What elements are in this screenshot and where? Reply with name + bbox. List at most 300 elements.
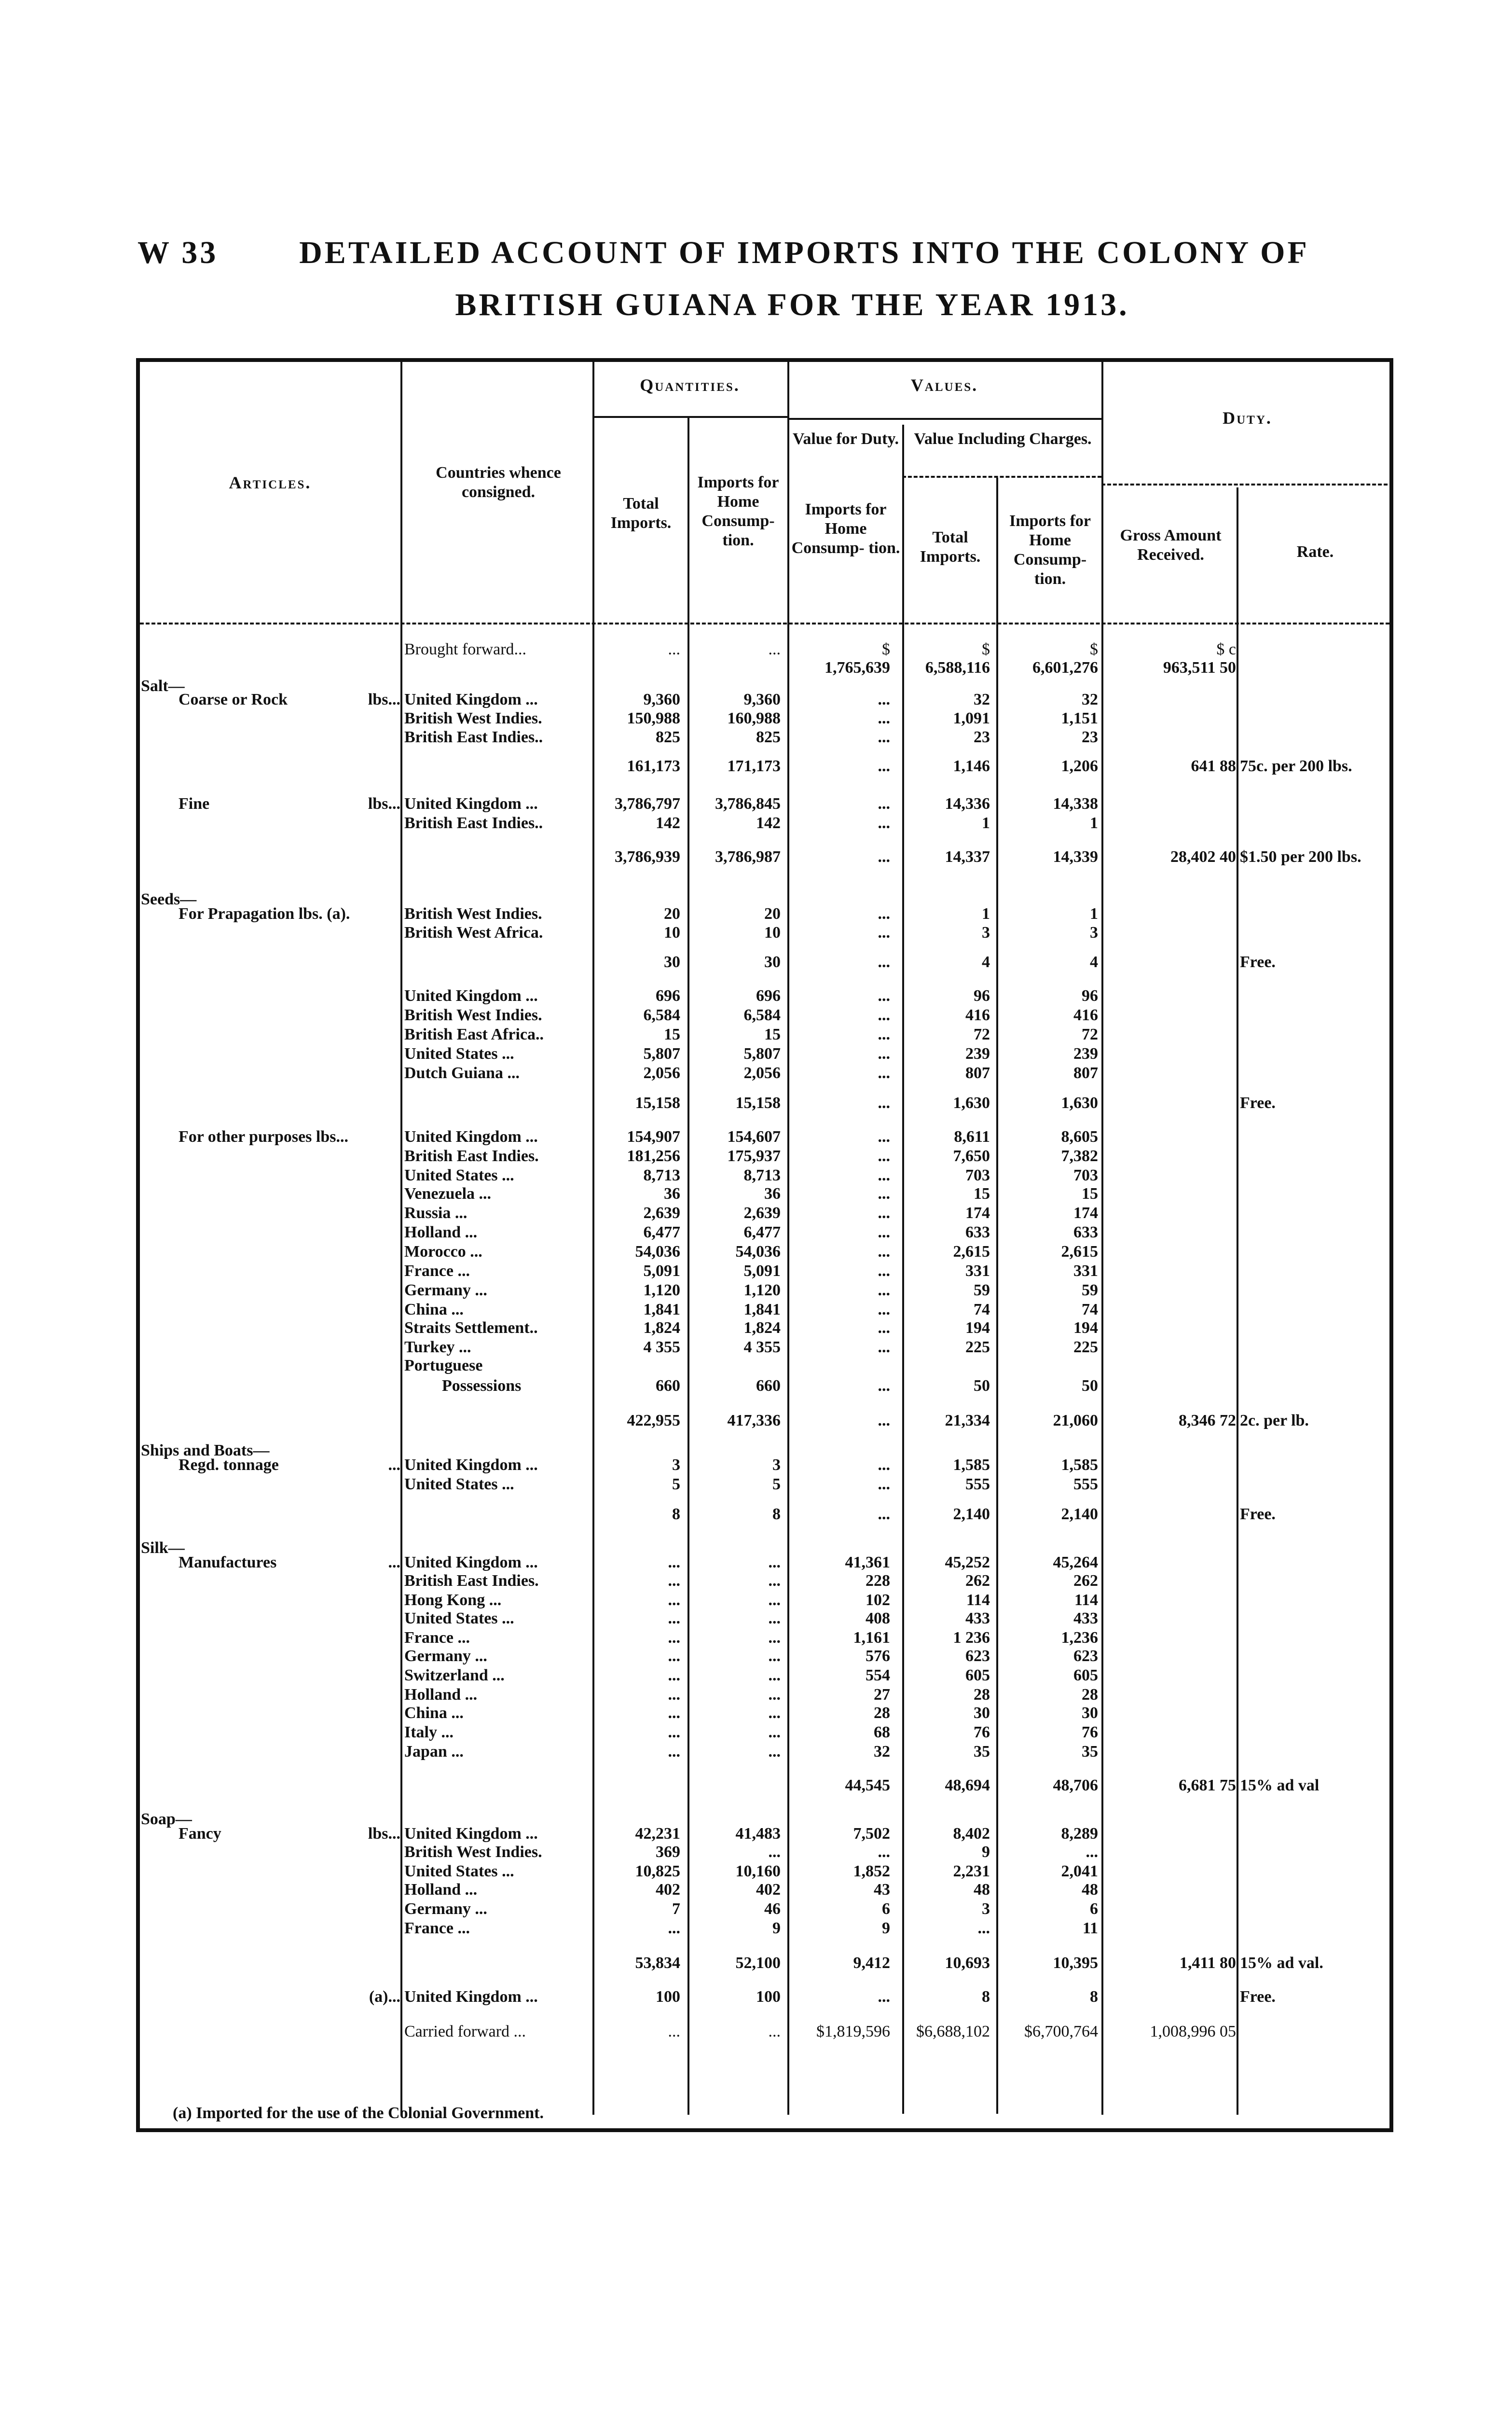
cell-total-imports-qty: 3,786,797 bbox=[615, 795, 680, 813]
cell-value-for-duty: 6 bbox=[882, 1900, 890, 1918]
cell-home-consumption-value: 14,338 bbox=[1053, 795, 1098, 813]
cell-total-imports-qty: 3 bbox=[672, 1456, 680, 1474]
cell-home-consumption-qty: 20 bbox=[764, 905, 781, 923]
cell-total-imports-qty: ... bbox=[668, 2023, 680, 2040]
cell-country: United Kingdom ... bbox=[404, 1825, 538, 1843]
cell-home-consumption-value: 1,585 bbox=[1061, 1456, 1098, 1474]
cell-country: Brought forward... bbox=[404, 640, 527, 658]
table-row bbox=[0, 1318, 1512, 1337]
cell-total-imports-qty: ... bbox=[668, 1704, 680, 1722]
cell-total-imports-value: 23 bbox=[974, 728, 990, 746]
cell-duty-rate: 15% ad val. bbox=[1240, 1954, 1323, 1972]
cell-duty-rate: 15% ad val bbox=[1240, 1776, 1320, 1794]
cell-home-consumption-value: 45,264 bbox=[1053, 1553, 1098, 1571]
table-row bbox=[0, 658, 1512, 677]
cell-home-consumption-value: 3 bbox=[1090, 924, 1098, 942]
cell-total-imports-value: 807 bbox=[965, 1064, 990, 1082]
table-row bbox=[0, 2022, 1512, 2043]
cell-value-for-duty: ... bbox=[878, 1843, 890, 1861]
table-row bbox=[0, 709, 1512, 728]
cell-country: British West Indies. bbox=[404, 709, 542, 727]
cell-home-consumption-value: 633 bbox=[1073, 1223, 1098, 1241]
cell-country: Japan ... bbox=[404, 1743, 464, 1761]
cell-home-consumption-qty: ... bbox=[768, 1686, 781, 1704]
cell-total-imports-value: 15 bbox=[974, 1185, 990, 1203]
cell-article: Coarse or Rock bbox=[179, 691, 288, 708]
cell-value-for-duty: 68 bbox=[874, 1723, 890, 1741]
table-row bbox=[0, 904, 1512, 923]
cell-total-imports-value: 1,146 bbox=[953, 757, 990, 775]
table-row bbox=[0, 1723, 1512, 1742]
cell-home-consumption-value: 8,605 bbox=[1061, 1128, 1098, 1146]
cell-total-imports-qty: 10,825 bbox=[635, 1862, 680, 1880]
cell-country: Holland ... bbox=[404, 1686, 478, 1704]
table-row bbox=[0, 1824, 1512, 1843]
cell-home-consumption-qty: 2,639 bbox=[743, 1204, 781, 1222]
cell-value-for-duty: 1,765,639 bbox=[825, 659, 890, 677]
cell-home-consumption-value: 15 bbox=[1082, 1185, 1098, 1203]
cell-total-imports-qty: 9,360 bbox=[643, 691, 680, 708]
cell-home-consumption-value: 48,706 bbox=[1053, 1776, 1098, 1794]
header-value-for-duty: Value for Duty. bbox=[792, 430, 899, 448]
cell-total-imports-value: 8,611 bbox=[954, 1128, 990, 1146]
cell-total-imports-value: 21,334 bbox=[945, 1412, 990, 1429]
cell-total-imports-value: 225 bbox=[965, 1338, 990, 1356]
cell-total-imports-qty: 1,120 bbox=[643, 1281, 680, 1299]
cell-home-consumption-qty: ... bbox=[768, 1666, 781, 1684]
cell-value-for-duty: ... bbox=[878, 1412, 890, 1429]
table-row bbox=[0, 1704, 1512, 1722]
table-row bbox=[0, 1006, 1512, 1025]
cell-total-imports-value: ... bbox=[977, 1919, 990, 1937]
cell-value-for-duty: ... bbox=[878, 1338, 890, 1356]
cell-country: United Kingdom ... bbox=[404, 795, 538, 813]
cell-home-consumption-qty: 54,036 bbox=[735, 1243, 781, 1261]
table-row bbox=[0, 1571, 1512, 1590]
cell-total-imports-qty: 15,158 bbox=[635, 1094, 680, 1112]
cell-home-consumption-qty: 9 bbox=[772, 1919, 781, 1937]
cell-value-for-duty: ... bbox=[878, 1319, 890, 1337]
cell-home-consumption-value: 331 bbox=[1073, 1262, 1098, 1280]
header-articles: Articles. bbox=[229, 473, 312, 492]
table-row bbox=[0, 1147, 1512, 1165]
cell-home-consumption-qty: 160,988 bbox=[727, 709, 781, 727]
header-duty: Duty. bbox=[1223, 408, 1272, 428]
page-title bbox=[0, 227, 1512, 331]
cell-home-consumption-qty: ... bbox=[768, 1723, 781, 1741]
table-row bbox=[0, 1505, 1512, 1526]
cell-home-consumption-qty: 2,056 bbox=[743, 1064, 781, 1082]
cell-total-imports-qty: ... bbox=[668, 1591, 680, 1609]
cell-total-imports-value: 45,252 bbox=[945, 1553, 990, 1571]
cell-home-consumption-qty: 175,937 bbox=[727, 1147, 781, 1165]
cell-country: Italy ... bbox=[404, 1723, 454, 1741]
cell-home-consumption-qty: 171,173 bbox=[727, 757, 781, 775]
table-row bbox=[0, 757, 1512, 778]
cell-home-consumption-value: 14,339 bbox=[1053, 848, 1098, 866]
cell-value-for-duty: ... bbox=[878, 1185, 890, 1203]
cell-country: France ... bbox=[404, 1262, 470, 1280]
cell-total-imports-qty: 42,231 bbox=[635, 1825, 680, 1843]
cell-home-consumption-value: 11 bbox=[1082, 1919, 1098, 1937]
cell-total-imports-value: 2,140 bbox=[953, 1505, 990, 1523]
cell-article: For Prapagation lbs. (a). bbox=[179, 905, 350, 923]
cell-home-consumption-value: 35 bbox=[1082, 1743, 1098, 1761]
table-row bbox=[0, 1166, 1512, 1185]
cell-total-imports-value: 6,588,116 bbox=[925, 659, 990, 677]
footnote: (a) Imported for the use of the Colonial Government. bbox=[173, 2104, 544, 2122]
table-row bbox=[0, 847, 1512, 869]
cell-country: United Kingdom ... bbox=[404, 1456, 538, 1474]
cell-unit: ... bbox=[388, 1456, 400, 1474]
cell-value-for-duty: ... bbox=[878, 1223, 890, 1241]
cell-value-for-duty: 27 bbox=[874, 1686, 890, 1704]
cell-total-imports-value: 48 bbox=[974, 1881, 990, 1899]
cell-country: United Kingdom ... bbox=[404, 987, 538, 1005]
cell-country: Holland ... bbox=[404, 1881, 478, 1899]
cell-home-consumption-qty: ... bbox=[768, 1843, 781, 1861]
cell-total-imports-value: 2,615 bbox=[953, 1243, 990, 1261]
cell-total-imports-qty: 4 355 bbox=[643, 1338, 680, 1356]
cell-home-consumption-qty: ... bbox=[768, 640, 781, 658]
table-row bbox=[0, 1862, 1512, 1881]
cell-value-for-duty: ... bbox=[878, 1456, 890, 1474]
cell-home-consumption-qty: 5 bbox=[772, 1475, 781, 1493]
cell-home-consumption-qty: 41,483 bbox=[735, 1825, 781, 1843]
cell-home-consumption-qty: ... bbox=[768, 1553, 781, 1571]
cell-home-consumption-qty: 154,607 bbox=[727, 1128, 781, 1146]
table-row bbox=[0, 1954, 1512, 1975]
cell-country: British West Indies. bbox=[404, 1006, 542, 1024]
table-row bbox=[0, 1338, 1512, 1357]
cell-home-consumption-value: $6,700,764 bbox=[1024, 2023, 1098, 2040]
page-code: W 33 bbox=[137, 235, 219, 270]
cell-duty-rate: 75c. per 200 lbs. bbox=[1240, 757, 1352, 775]
cell-value-for-duty: ... bbox=[878, 1166, 890, 1184]
cell-home-consumption-value: 1 bbox=[1090, 814, 1098, 832]
cell-total-imports-qty: 5,807 bbox=[643, 1045, 680, 1063]
cell-country: British West Indies. bbox=[404, 1843, 542, 1861]
table-row bbox=[0, 1666, 1512, 1685]
cell-country: British West Africa. bbox=[404, 924, 543, 942]
cell-article: Silk— bbox=[141, 1539, 185, 1557]
cell-home-consumption-value: 21,060 bbox=[1053, 1412, 1098, 1429]
cell-total-imports-value: 76 bbox=[974, 1723, 990, 1741]
cell-home-consumption-value: 96 bbox=[1082, 987, 1098, 1005]
cell-home-consumption-value: $ bbox=[1090, 640, 1098, 658]
table-row bbox=[0, 794, 1512, 813]
cell-total-imports-value: 8 bbox=[982, 1988, 990, 2006]
cell-total-imports-qty: ... bbox=[668, 1919, 680, 1937]
cell-home-consumption-value: 555 bbox=[1073, 1475, 1098, 1493]
header-total-imports-val: Total Imports. bbox=[920, 528, 981, 566]
cell-gross-amount: 1,008,996 05 bbox=[1150, 2023, 1236, 2040]
cell-unit: lbs... bbox=[368, 1825, 400, 1843]
cell-duty-rate: Free. bbox=[1240, 1505, 1276, 1523]
cell-value-for-duty: ... bbox=[878, 848, 890, 866]
cell-home-consumption-value: 76 bbox=[1082, 1723, 1098, 1741]
table-row bbox=[0, 923, 1512, 942]
cell-home-consumption-qty: 15,158 bbox=[735, 1094, 781, 1112]
cell-total-imports-value: 114 bbox=[966, 1591, 990, 1609]
table-row bbox=[0, 1300, 1512, 1319]
cell-country: Carried forward ... bbox=[404, 2023, 526, 2040]
cell-total-imports-qty: 54,036 bbox=[635, 1243, 680, 1261]
cell-value-for-duty: ... bbox=[878, 1475, 890, 1493]
cell-article: For other purposes lbs... bbox=[179, 1128, 349, 1146]
table-row bbox=[0, 1242, 1512, 1261]
cell-value-for-duty: ... bbox=[878, 1988, 890, 2006]
cell-total-imports-value: 14,336 bbox=[945, 795, 990, 813]
cell-total-imports-value: 1,630 bbox=[953, 1094, 990, 1112]
cell-value-for-duty: ... bbox=[878, 814, 890, 832]
table-row bbox=[0, 1475, 1512, 1494]
cell-country: United Kingdom ... bbox=[404, 691, 538, 708]
table-row bbox=[0, 1356, 1512, 1375]
cell-country: British West Indies. bbox=[404, 905, 542, 923]
cell-home-consumption-qty: ... bbox=[768, 1647, 781, 1665]
cell-total-imports-qty: ... bbox=[668, 1609, 680, 1627]
cell-value-for-duty: 44,545 bbox=[845, 1776, 890, 1794]
cell-home-consumption-qty: ... bbox=[768, 1629, 781, 1647]
cell-home-consumption-value: 1,236 bbox=[1061, 1629, 1098, 1647]
cell-home-consumption-qty: 1,841 bbox=[743, 1301, 781, 1318]
cell-home-consumption-value: 59 bbox=[1082, 1281, 1098, 1299]
cell-total-imports-qty: 6,584 bbox=[643, 1006, 680, 1024]
cell-value-for-duty: ... bbox=[878, 987, 890, 1005]
cell-home-consumption-value: 194 bbox=[1073, 1319, 1098, 1337]
cell-home-consumption-qty: 3,786,845 bbox=[715, 795, 781, 813]
cell-home-consumption-value: 174 bbox=[1073, 1204, 1098, 1222]
cell-value-for-duty: ... bbox=[878, 1147, 890, 1165]
title-line-2: BRITISH GUIANA FOR THE YEAR 1913. bbox=[455, 287, 1129, 322]
cell-total-imports-value: 194 bbox=[965, 1319, 990, 1337]
cell-home-consumption-value: ... bbox=[1086, 1843, 1098, 1861]
cell-home-consumption-qty: ... bbox=[768, 1572, 781, 1590]
cell-total-imports-qty: 6,477 bbox=[643, 1223, 680, 1241]
table-row bbox=[0, 986, 1512, 1005]
table-row bbox=[0, 1987, 1512, 2009]
cell-home-consumption-qty: 15 bbox=[764, 1026, 781, 1043]
cell-total-imports-qty: ... bbox=[668, 1666, 680, 1684]
cell-total-imports-value: 3 bbox=[982, 924, 990, 942]
cell-country: Holland ... bbox=[404, 1223, 478, 1241]
cell-home-consumption-value: 2,041 bbox=[1061, 1862, 1098, 1880]
cell-home-consumption-value: 7,382 bbox=[1061, 1147, 1098, 1165]
cell-total-imports-value: 74 bbox=[974, 1301, 990, 1318]
cell-total-imports-qty: 1,841 bbox=[643, 1301, 680, 1318]
cell-home-consumption-qty: 100 bbox=[756, 1988, 781, 2006]
cell-gross-amount: 8,346 72 bbox=[1179, 1412, 1236, 1429]
cell-country: United States ... bbox=[404, 1045, 514, 1063]
cell-unit: lbs... bbox=[368, 691, 400, 708]
cell-total-imports-qty: ... bbox=[668, 1647, 680, 1665]
cell-home-consumption-value: 4 bbox=[1090, 953, 1098, 971]
cell-value-for-duty: $ bbox=[882, 640, 890, 658]
table-row bbox=[0, 953, 1512, 974]
cell-country: United Kingdom ... bbox=[404, 1128, 538, 1146]
cell-home-consumption-value: 50 bbox=[1082, 1377, 1098, 1395]
cell-value-for-duty: ... bbox=[878, 1243, 890, 1261]
cell-duty-rate: Free. bbox=[1240, 953, 1276, 971]
cell-total-imports-value: 633 bbox=[965, 1223, 990, 1241]
cell-total-imports-value: 14,337 bbox=[945, 848, 990, 866]
cell-home-consumption-value: 48 bbox=[1082, 1881, 1098, 1899]
cell-total-imports-qty: ... bbox=[668, 1629, 680, 1647]
cell-home-consumption-qty: 4 355 bbox=[743, 1338, 781, 1356]
cell-country: Russia ... bbox=[404, 1204, 467, 1222]
cell-country: United States ... bbox=[404, 1862, 514, 1880]
header-values: Values. bbox=[910, 375, 978, 395]
cell-home-consumption-value: 416 bbox=[1073, 1006, 1098, 1024]
cell-total-imports-qty: 660 bbox=[656, 1377, 680, 1395]
cell-value-for-duty: ... bbox=[878, 728, 890, 746]
cell-value-for-duty: ... bbox=[878, 1281, 890, 1299]
cell-home-consumption-qty: 46 bbox=[764, 1900, 781, 1918]
table-row bbox=[0, 1843, 1512, 1861]
cell-value-for-duty: ... bbox=[878, 1094, 890, 1112]
cell-country: Switzerland ... bbox=[404, 1666, 505, 1684]
cell-total-imports-qty: 3,786,939 bbox=[615, 848, 680, 866]
cell-home-consumption-value: 623 bbox=[1073, 1647, 1098, 1665]
cell-total-imports-qty: 8,713 bbox=[643, 1166, 680, 1184]
cell-total-imports-qty: ... bbox=[668, 1723, 680, 1741]
cell-home-consumption-value: 2,140 bbox=[1061, 1505, 1098, 1523]
cell-duty-rate: 2c. per lb. bbox=[1240, 1412, 1309, 1429]
cell-total-imports-value: 331 bbox=[965, 1262, 990, 1280]
cell-total-imports-qty: 5,091 bbox=[643, 1262, 680, 1280]
cell-home-consumption-qty: 9,360 bbox=[743, 691, 781, 708]
cell-home-consumption-qty: 10,160 bbox=[735, 1862, 781, 1880]
cell-total-imports-qty: 5 bbox=[672, 1475, 680, 1493]
table-row bbox=[0, 1281, 1512, 1300]
cell-total-imports-qty: 15 bbox=[664, 1026, 680, 1043]
cell-total-imports-value: 8,402 bbox=[953, 1825, 990, 1843]
cell-value-for-duty: ... bbox=[878, 1045, 890, 1063]
cell-home-consumption-value: 2,615 bbox=[1061, 1243, 1098, 1261]
cell-total-imports-value: 1 bbox=[982, 905, 990, 923]
table-row bbox=[0, 1223, 1512, 1242]
table-row bbox=[0, 690, 1512, 709]
cell-value-for-duty: 554 bbox=[866, 1666, 890, 1684]
cell-home-consumption-value: 262 bbox=[1073, 1572, 1098, 1590]
table-row bbox=[0, 1127, 1512, 1146]
cell-value-for-duty: 1,852 bbox=[853, 1862, 890, 1880]
cell-home-consumption-qty: 6,584 bbox=[743, 1006, 781, 1024]
cell-country: United States ... bbox=[404, 1475, 514, 1493]
cell-total-imports-qty: 53,834 bbox=[635, 1954, 680, 1972]
cell-total-imports-value: 623 bbox=[965, 1647, 990, 1665]
cell-value-for-duty: ... bbox=[878, 1006, 890, 1024]
cell-total-imports-value: $6,688,102 bbox=[916, 2023, 990, 2040]
cell-home-consumption-qty: 1,824 bbox=[743, 1319, 781, 1337]
cell-total-imports-qty: 1,824 bbox=[643, 1319, 680, 1337]
table-row bbox=[0, 1064, 1512, 1082]
cell-country: Hong Kong ... bbox=[404, 1591, 502, 1609]
cell-home-consumption-value: 72 bbox=[1082, 1026, 1098, 1043]
table-row bbox=[0, 1204, 1512, 1222]
cell-total-imports-value: 48,694 bbox=[945, 1776, 990, 1794]
cell-home-consumption-value: 28 bbox=[1082, 1686, 1098, 1704]
cell-home-consumption-qty: 5,091 bbox=[743, 1262, 781, 1280]
cell-total-imports-value: 30 bbox=[974, 1704, 990, 1722]
cell-gross-amount: 6,681 75 bbox=[1179, 1776, 1236, 1794]
cell-unit: (a)... bbox=[369, 1988, 400, 2006]
cell-total-imports-value: 174 bbox=[965, 1204, 990, 1222]
cell-home-consumption-value: 1 bbox=[1090, 905, 1098, 923]
cell-country: China ... bbox=[404, 1704, 464, 1722]
cell-home-consumption-value: 114 bbox=[1074, 1591, 1098, 1609]
cell-total-imports-qty: 154,907 bbox=[627, 1128, 680, 1146]
table-row bbox=[0, 1262, 1512, 1280]
cell-value-for-duty: 28 bbox=[874, 1704, 890, 1722]
cell-home-consumption-qty: 3,786,987 bbox=[715, 848, 781, 866]
cell-value-for-duty: 408 bbox=[866, 1609, 890, 1627]
cell-total-imports-value: 605 bbox=[965, 1666, 990, 1684]
cell-value-for-duty: 102 bbox=[866, 1591, 890, 1609]
cell-country: British East Indies.. bbox=[404, 728, 543, 746]
cell-country: United States ... bbox=[404, 1609, 514, 1627]
cell-value-for-duty: ... bbox=[878, 1301, 890, 1318]
table-row bbox=[0, 1411, 1512, 1432]
table-row bbox=[0, 1044, 1512, 1063]
cell-total-imports-value: 239 bbox=[965, 1045, 990, 1063]
cell-country: Venezuela ... bbox=[404, 1185, 492, 1203]
cell-home-consumption-value: 74 bbox=[1082, 1301, 1098, 1318]
header-gross-amount: Gross Amount Received. bbox=[1120, 527, 1222, 564]
table-row bbox=[0, 1685, 1512, 1704]
cell-total-imports-value: 4 bbox=[982, 953, 990, 971]
title-line-1: DETAILED ACCOUNT OF IMPORTS INTO THE COLONY OF bbox=[299, 235, 1309, 270]
cell-home-consumption-qty: 10 bbox=[764, 924, 781, 942]
cell-home-consumption-qty: 417,336 bbox=[727, 1412, 781, 1429]
table-row bbox=[0, 1647, 1512, 1665]
cell-total-imports-qty: 825 bbox=[656, 728, 680, 746]
cell-total-imports-qty: ... bbox=[668, 1572, 680, 1590]
cell-home-consumption-value: 807 bbox=[1073, 1064, 1098, 1082]
table-row bbox=[0, 1609, 1512, 1628]
cell-value-for-duty: 228 bbox=[866, 1572, 890, 1590]
table-row bbox=[0, 1742, 1512, 1761]
cell-home-consumption-value: 225 bbox=[1073, 1338, 1098, 1356]
cell-home-consumption-qty: 30 bbox=[764, 953, 781, 971]
cell-total-imports-qty: ... bbox=[668, 640, 680, 658]
cell-unit: ... bbox=[388, 1553, 400, 1571]
cell-value-for-duty: 7,502 bbox=[853, 1825, 890, 1843]
cell-total-imports-qty: 369 bbox=[656, 1843, 680, 1861]
cell-home-consumption-value: 32 bbox=[1082, 691, 1098, 708]
cell-home-consumption-qty: ... bbox=[768, 1743, 781, 1761]
cell-total-imports-value: 3 bbox=[982, 1900, 990, 1918]
cell-home-consumption-qty: 3 bbox=[772, 1456, 781, 1474]
cell-value-for-duty: 9,412 bbox=[853, 1954, 890, 1972]
cell-total-imports-value: 50 bbox=[974, 1377, 990, 1395]
cell-country: British East Africa.. bbox=[404, 1026, 544, 1043]
cell-value-for-duty: ... bbox=[878, 905, 890, 923]
cell-total-imports-qty: 100 bbox=[656, 1988, 680, 2006]
cell-total-imports-qty: 2,639 bbox=[643, 1204, 680, 1222]
cell-home-consumption-value: 6 bbox=[1090, 1900, 1098, 1918]
cell-home-consumption-value: 1,630 bbox=[1061, 1094, 1098, 1112]
cell-total-imports-qty: 422,955 bbox=[627, 1412, 680, 1429]
cell-value-for-duty: ... bbox=[878, 953, 890, 971]
cell-country: Dutch Guiana ... bbox=[404, 1064, 520, 1082]
cell-value-for-duty: ... bbox=[878, 1262, 890, 1280]
cell-value-for-duty: ... bbox=[878, 1377, 890, 1395]
table-row bbox=[0, 1880, 1512, 1899]
cell-value-for-duty: $1,819,596 bbox=[816, 2023, 890, 2040]
cell-total-imports-value: 35 bbox=[974, 1743, 990, 1761]
